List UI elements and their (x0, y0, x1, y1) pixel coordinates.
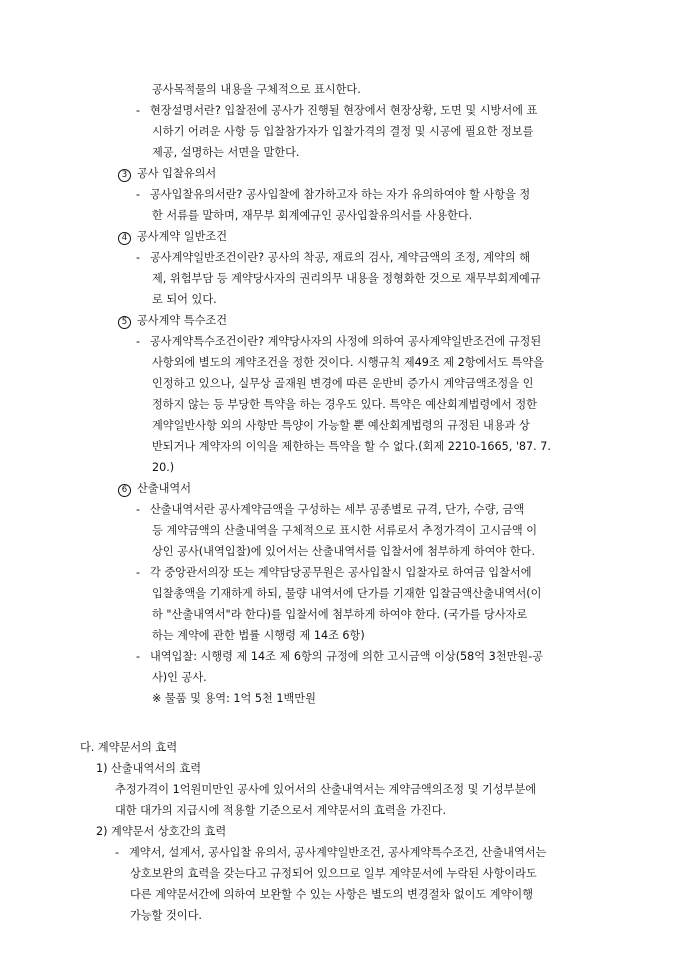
body-text-line: 각 중앙관서의장 또는 계약담당공무원은 공사입찰시 입찰자로 하여금 입찰서에 (150, 566, 532, 579)
body-text-line: 상호보완의 효력을 갖는다고 규정되어 있으므로 일부 계약문서에 누락된 사항이라도 (130, 867, 537, 880)
bullet-item (115, 843, 546, 863)
bullet-item (136, 647, 543, 667)
bullet-item (136, 248, 530, 268)
body-text-line: 입찰총액을 기재하게 하되, 물량 내역서에 단가를 기재한 입찰금액산출내역서(이 (152, 587, 542, 600)
body-text-line: 공사입찰유의서란? 공사입찰에 참가하고자 하는 자가 유의하여야 할 사항을 정 (150, 188, 531, 201)
dash-bullet: - (136, 251, 141, 264)
body-text-line: 추정가격이 1억원미만인 공사에 있어서의 산출내역서는 계약금액의조정 및 기성부분에 (115, 783, 537, 796)
dash-bullet: - (115, 846, 120, 859)
circled-number: 5 (118, 316, 131, 329)
body-text-line: 제공, 설명하는 서면을 말한다. (152, 146, 300, 159)
item-title: 산출내역서 (137, 482, 192, 495)
bullet-item (136, 332, 541, 352)
dash-bullet: - (136, 335, 141, 348)
bullet-item (136, 101, 537, 121)
body-text-line: 사항외에 별도의 계약조건을 정한 것이다. 시행규칙 제49조 제 2항에서도 특약을 (152, 356, 544, 369)
dash-bullet: - (136, 650, 141, 663)
body-text-line: 시하기 어려운 사항 등 입찰참가자가 입찰가격의 결정 및 시공에 필요한 정보를 (152, 125, 534, 138)
item-heading (118, 479, 191, 499)
body-text-line: 20.) (152, 461, 175, 474)
item-heading (118, 227, 227, 247)
bullet-item (136, 500, 524, 520)
section-heading: 다. 계약문서의 효력 (80, 741, 178, 754)
body-text-line: 가능할 것이다. (130, 909, 202, 922)
item-heading (118, 311, 227, 331)
dash-bullet: - (136, 503, 141, 516)
body-text-line: 반되거나 계약자의 이익을 제한하는 특약을 할 수 없다.(회제 2210-1665, '87. 7. (152, 440, 551, 453)
body-text-line: 대한 대가의 지급시에 적용할 기준으로서 계약문서의 효력을 가진다. (115, 804, 447, 817)
body-text-line: 인정하고 있으나, 실무상 골재원 변경에 따른 운반비 증가시 계약금액조정을 인 (152, 377, 534, 390)
bullet-item (136, 563, 532, 583)
body-text-line: 사)인 공사. (152, 671, 207, 684)
body-text-line: 제, 위험부담 등 계약당사자의 권리의무 내용을 정형화한 것으로 재무부회계예규 (152, 272, 541, 285)
circled-number: 4 (118, 232, 131, 245)
body-text-line: 정하지 않는 등 부당한 특약을 하는 경우도 있다. 특약은 예산회계법령에서 정한 (152, 398, 537, 411)
body-text-line: 하 "산출내역서"라 한다)를 입찰서에 첨부하게 하여야 한다. (국가를 당사자로 (152, 608, 528, 621)
body-text-line: 등 계약금액의 산출내역을 구체적으로 표시한 서류로서 추정가격이 고시금액 이 (152, 524, 538, 537)
body-text-line: 내역입찰: 시행령 제 14조 제 6항의 규정에 의한 고시금액 이상(58억 3천만원-공 (150, 650, 544, 663)
item-title: 공사계약 일반조건 (137, 230, 228, 243)
dash-bullet: - (136, 188, 141, 201)
subsection-heading: 2) 계약문서 상호간의 효력 (96, 825, 227, 838)
bullet-item (136, 185, 530, 205)
body-text-line: 공사계약일반조건이란? 공사의 착공, 재료의 검사, 계약금액의 조정, 계약의 해 (150, 251, 531, 264)
body-text-line: 한 서류를 말하며, 재무부 회계예규인 공사입찰유의서를 사용한다. (152, 209, 473, 222)
body-text-line: 계약서, 설계서, 공사입찰 유의서, 공사계약일반조건, 공사계약특수조건, 산출내역서는 (129, 846, 547, 859)
subsection-heading: 1) 산출내역서의 효력 (96, 762, 202, 775)
circled-number: 3 (118, 169, 131, 182)
circled-number: 6 (118, 484, 131, 497)
body-text-line: 산출내역서란 공사계약금액을 구성하는 세부 공종별로 규격, 단가, 수량, 금액 (150, 503, 525, 516)
body-text-line: 로 되어 있다. (152, 293, 217, 306)
dash-bullet: - (136, 566, 141, 579)
item-title: 공사계약 특수조건 (137, 314, 228, 327)
note-line: ※ 물품 및 용역: 1억 5천 1백만원 (152, 692, 316, 705)
body-text-line: 상인 공사(내역입찰)에 있어서는 산출내역서를 입찰서에 첨부하게 하여야 한다. (152, 545, 536, 558)
body-text-line: 공사계약특수조건이란? 계약당사자의 사정에 의하여 공사계약일반조건에 규정된 (150, 335, 542, 348)
body-text-line: 하는 계약에 관한 법률 시행령 제 14조 6항) (152, 629, 365, 642)
item-heading (118, 164, 216, 184)
body-text-line: 공사목적물의 내용을 구체적으로 표시한다. (152, 83, 361, 96)
body-text-line: 다른 계약문서간에 의하여 보완할 수 있는 사항은 별도의 변경절차 없이도 계약이행 (130, 888, 534, 901)
dash-bullet: - (136, 104, 141, 117)
item-title: 공사 입찰유의서 (137, 167, 217, 180)
body-text-line: 계약일반사항 외의 사항만 특양이 가능할 뿐 예산회계법령의 규정된 내용과 상 (152, 419, 530, 432)
body-text-line: 현장설명서란? 입찰전에 공사가 진행될 현장에서 현장상황, 도면 및 시방서에 표 (150, 104, 538, 117)
